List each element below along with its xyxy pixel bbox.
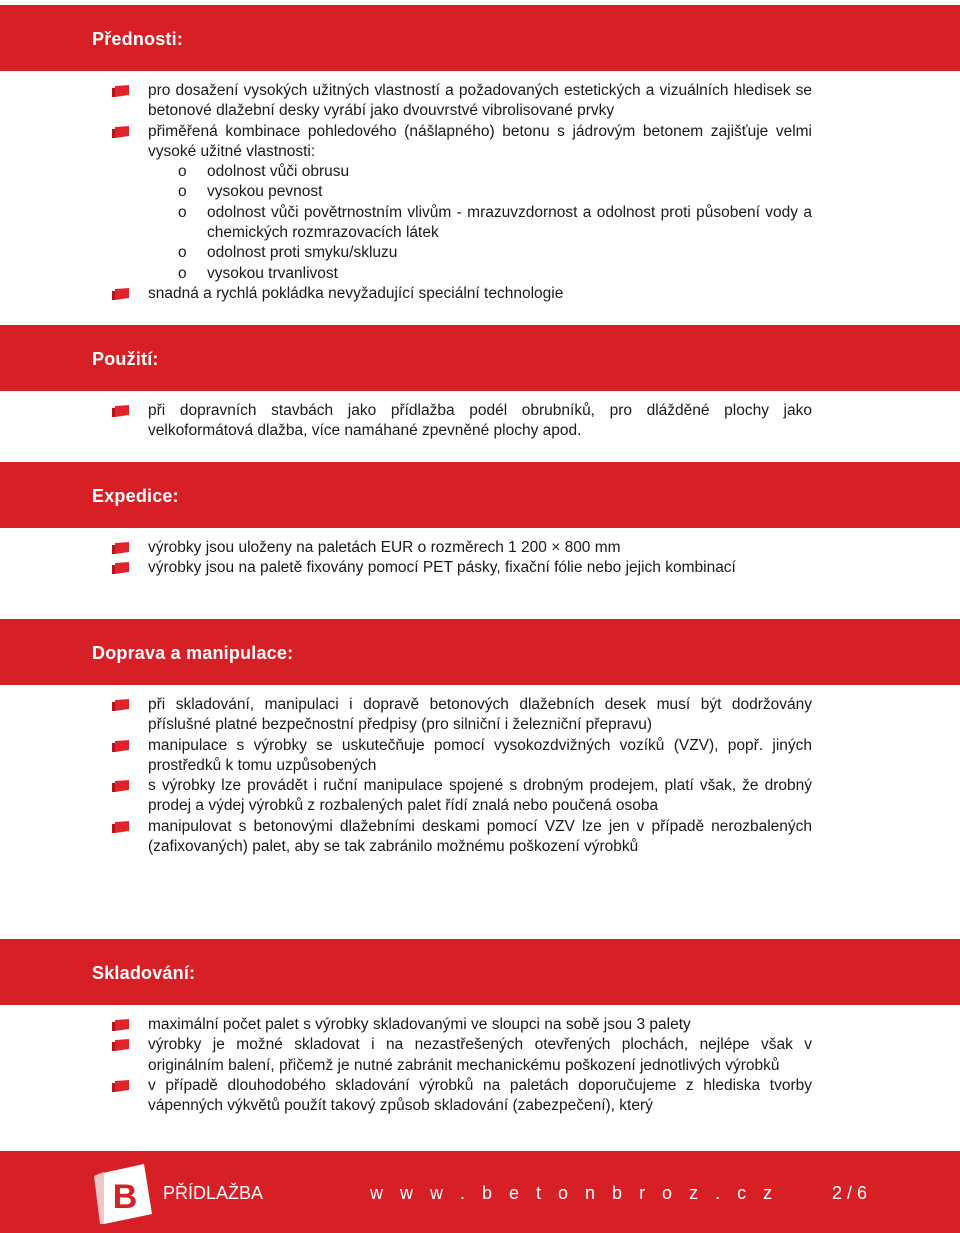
bullet-icon	[112, 85, 130, 98]
section-title: Skladování:	[92, 963, 196, 983]
bullet-icon	[112, 126, 130, 139]
section-body-skladovani	[0, 1015, 960, 1116]
section-body-prednosti	[0, 81, 960, 304]
section-header-doprava	[0, 619, 960, 685]
page-number: 2 / 6	[832, 1183, 868, 1203]
footer-brand: PŘÍDLAŽBA	[163, 1183, 264, 1203]
sub-list-item: o odolnost proti smyku/skluzu	[178, 244, 398, 262]
list-item: snadná a rychlá pokládka nevyžadující speciální technologie	[0, 284, 960, 304]
section-header-skladovani	[0, 939, 960, 1005]
bullet-icon	[112, 780, 130, 793]
section-title: Použití:	[92, 349, 159, 369]
section-title: Expedice:	[92, 486, 179, 506]
bullet-icon	[112, 699, 130, 712]
sub-list-item: o odolnost vůči obrusu	[178, 163, 350, 181]
list-item: při dopravních stavbách jako přídlažba podél obrubníků, pro dlážděné plochy jako velkoformátová dlažba, více namáhané zpevněné plochy apod.	[0, 401, 960, 442]
section-body-pouziti	[0, 401, 960, 442]
bullet-icon	[112, 740, 130, 753]
section-body-doprava	[0, 695, 960, 857]
section-header-prednosti	[0, 5, 960, 71]
section-title: Přednosti:	[92, 29, 184, 49]
section-header-pouziti	[0, 325, 960, 391]
list-item: pro dosažení vysokých užitných vlastností a požadovaných estetických a vizuálních hledisek se betonové dlažební desky vyrábí jako dvouvrstvé vibrolisované prvky	[0, 81, 960, 122]
page-footer	[0, 1151, 960, 1233]
bullet-icon	[112, 562, 130, 575]
sub-list-item: o vysokou pevnost	[178, 183, 323, 201]
list-item: při skladování, manipulaci i dopravě betonových dlažebních desek musí být dodržovány příslušné platné bezpečnostní předpisy (pro silniční i železniční přepravu)	[0, 695, 960, 736]
list-item: výrobky je možné skladovat i na nezastřešených otevřených plochách, nejlépe však v originálním balení, přičemž je nutné zabránit mechanickému poškození jednotlivých výrobků	[0, 1035, 960, 1076]
sub-list-item: o vysokou trvanlivost	[178, 264, 338, 282]
list-item: manipulace s výrobky se uskutečňuje pomocí vysokozdvižných vozíků (VZV), popř. jiných prostředků k tomu uzpůsobených	[0, 736, 960, 777]
list-item: přiměřená kombinace pohledového (nášlapného) betonu s jádrovým betonem zajišťuje velmi vysoké užitné vlastnosti:	[0, 122, 960, 163]
betonbroz-logo-icon	[92, 1162, 156, 1226]
bullet-icon	[112, 542, 130, 555]
section-title: Doprava a manipulace:	[92, 643, 294, 663]
svg-text:B: B	[112, 1178, 138, 1216]
bullet-icon	[112, 821, 130, 834]
bullet-icon	[112, 1019, 130, 1032]
list-item: s výrobky lze provádět i ruční manipulace spojené s drobným prodejem, platí však, že drobný prodej a výdej výrobků z rozbalených palet řídí znalá nebo poučená osoba	[0, 776, 960, 817]
bullet-icon	[112, 405, 130, 418]
section-body-expedice	[0, 538, 960, 579]
list-item: výrobky jsou na paletě fixovány pomocí PET pásky, fixační fólie nebo jejich kombinací	[0, 558, 960, 578]
footer-website[interactable]: w w w . b e t o n b r o z . c z	[370, 1183, 779, 1203]
bullet-icon	[112, 1080, 130, 1093]
bullet-icon	[112, 288, 130, 301]
list-item: výrobky jsou uloženy na paletách EUR o rozměrech 1 200 × 800 mm	[0, 538, 960, 558]
list-item: v případě dlouhodobého skladování výrobků na paletách doporučujeme z hlediska tvorby vápenných výkvětů použít takový způsob skladování (zabezpečení), který	[0, 1076, 960, 1117]
list-item: maximální počet palet s výrobky skladovanými ve sloupci na sobě jsou 3 palety	[0, 1015, 960, 1035]
bullet-icon	[112, 1039, 130, 1052]
sub-list-item: o odolnost vůči povětrnostním vlivům - mrazuvzdornost a odolnost proti působení vody a chemických rozmrazovacích látek	[178, 203, 812, 242]
list-item: manipulovat s betonovými dlažebními deskami pomocí VZV lze jen v případě nerozbalených (zafixovaných) palet, aby se tak zabránilo možnému poškození výrobků	[0, 817, 960, 858]
section-header-expedice	[0, 462, 960, 528]
